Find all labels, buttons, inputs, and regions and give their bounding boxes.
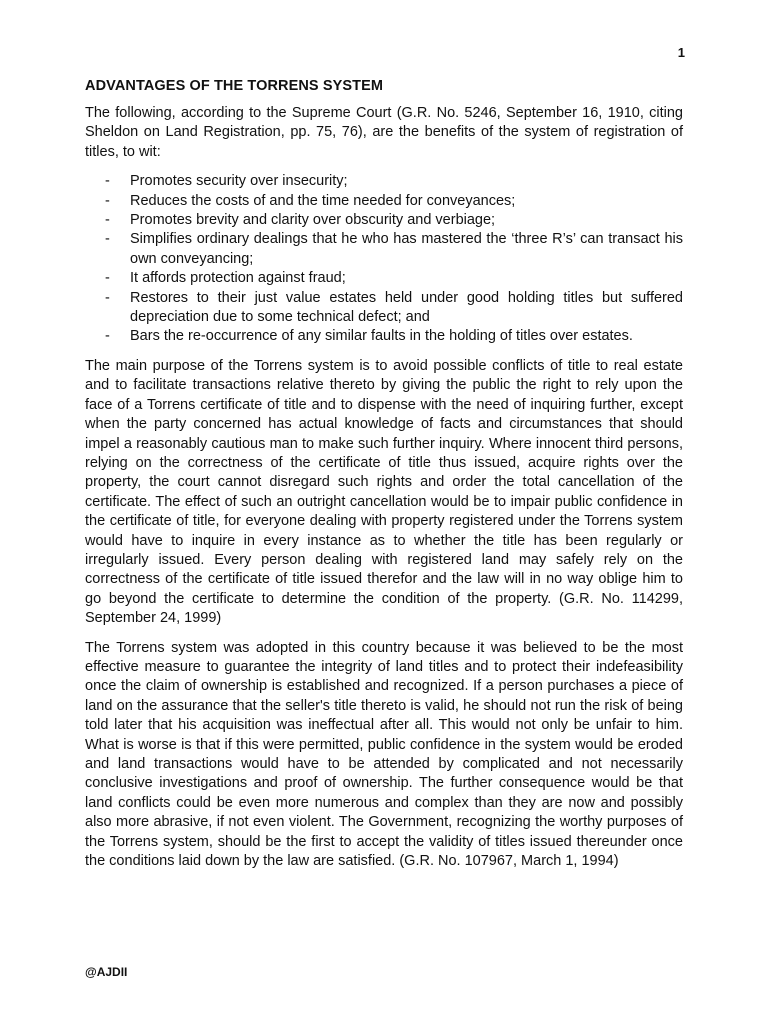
adoption-paragraph: The Torrens system was adopted in this country because it was believed to be the most effective measure to guarantee the integrity of land titles and to protect their indefeasibility once the claim of ownership is established and recognized. If a person purchases a piece of land on the assurance that the seller's title thereto is valid, he should not run the risk of being told later that his acquisition was ineffectual after all. This would not only be unfair to him. What is worse is that if this were permitted, public confidence in the system would be eroded and land transactions would have to be attended by complicated and not necessarily conclusive investigations and proof of ownership. The further consequence would be that land conflicts could be even more numerous and complex than they are now and possibly also more abrasive, if not even violent. The Government, recognizing the worthy purposes of the Torrens system, should be the first to accept the validity of titles issued thereunder once the conditions laid down by the law are satisfied. (G.R. No. 107967, March 1, 1994) (85, 639, 683, 870)
list-item (85, 211, 683, 230)
document-body (85, 78, 683, 881)
list-item (85, 172, 683, 191)
benefits-list (85, 172, 683, 347)
list-item-text: Simplifies ordinary dealings that he who has mastered the ‘three R’s’ can transact his own conveyancing; (130, 231, 683, 267)
intro-paragraph: The following, according to the Supreme Court (G.R. No. 5246, September 16, 1910, citing Sheldon on Land Registration, pp. 75, 76), are the benefits of the system of registration of titles, to wit: (85, 105, 683, 160)
list-item-text: Promotes security over insecurity; (130, 173, 348, 190)
page-number: 1 (677, 45, 685, 60)
list-item-text: It affords protection against fraud; (130, 270, 346, 287)
list-item-text: Restores to their just value estates held under good holding titles but suffered depreciation due to some technical defect; and (130, 289, 683, 326)
list-item (85, 230, 683, 269)
bullet-dash: - (105, 192, 110, 209)
bullet-dash: - (105, 173, 110, 190)
list-item (85, 327, 683, 346)
list-item-text: Bars the re-occurrence of any similar faults in the holding of titles over estates. (130, 328, 633, 345)
bullet-dash: - (105, 231, 110, 248)
list-item (85, 269, 683, 288)
list-item (85, 289, 683, 328)
list-item (85, 192, 683, 211)
document-title: ADVANTAGES OF THE TORRENS SYSTEM (85, 78, 384, 94)
list-item-text: Promotes brevity and clarity over obscurity and verbiage; (130, 212, 496, 229)
bullet-dash: - (105, 328, 110, 345)
bullet-dash: - (105, 212, 110, 229)
main-purpose-paragraph: The main purpose of the Torrens system is to avoid possible conflicts of title to real estate and to facilitate transactions relative thereto by giving the public the right to rely upon the face of a Torrens certificate of title and to dispense with the need of inquiring further, except when the party concerned has actual knowledge of facts and circumstances that should impel a reasonably cautious man to make such further inquiry. Where innocent third persons, relying on the correctness of the certificate of title thus issued, acquire rights over the property, the court cannot disregard such rights and order the total cancellation of the certificate. The effect of such an outright cancellation would be to impair public confidence in the certificate of title, for everyone dealing with property registered under the Torrens system would have to inquire in every instance as to whether the title has been regularly or irregularly issued. Every person dealing with registered land may safely rely on the correctness of the certificate of title issued therefor and the law will in no way oblige him to go beyond the certificate to determine the condition of the property. (G.R. No. 114299, September 24, 1999) (85, 357, 683, 627)
footer-watermark: @AJDII (85, 965, 128, 979)
bullet-dash: - (105, 270, 110, 287)
bullet-dash: - (105, 289, 110, 306)
list-item-text: Reduces the costs of and the time needed for conveyances; (130, 192, 516, 209)
